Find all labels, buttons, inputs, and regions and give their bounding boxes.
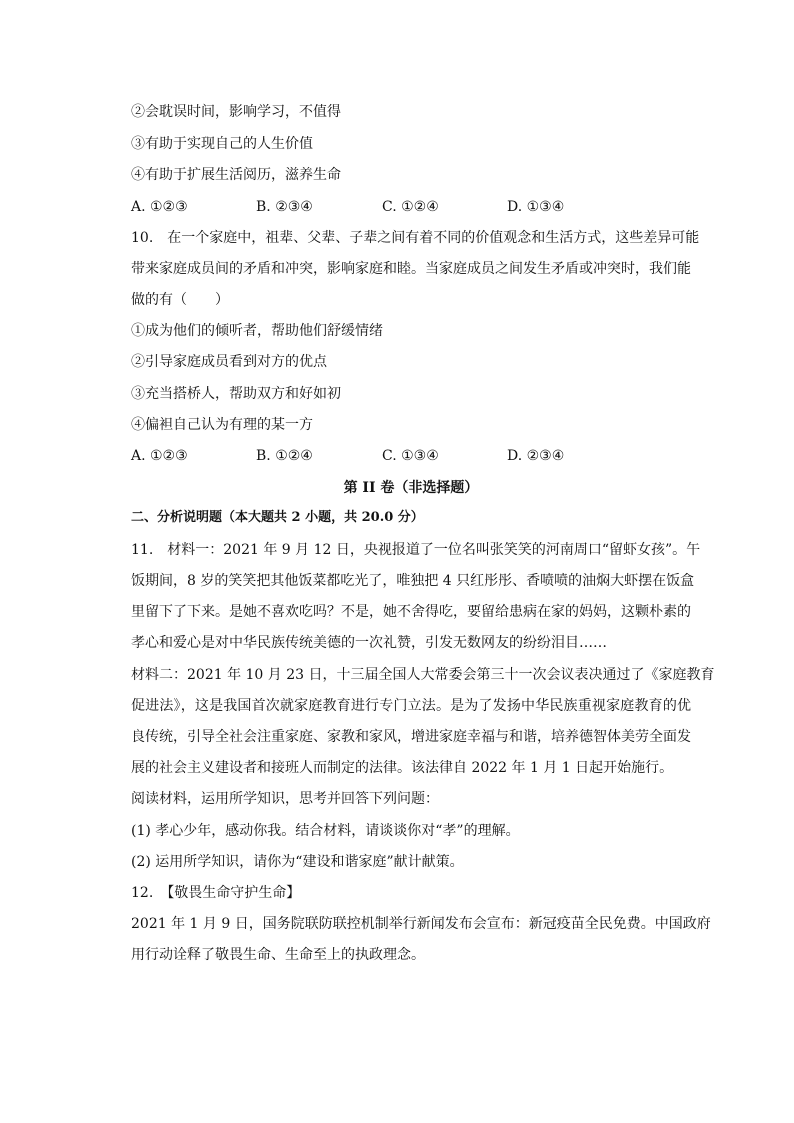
q11-m1-line-1: 11. 材料一：2021 年 9 月 12 日，央视报道了一位名叫张笑笑的河南周口“留虾女孩”。午 <box>131 542 701 558</box>
q9-option-d: D. ①③④ <box>507 199 565 215</box>
q11-m1-line-3: 里留下了下来。是她不喜欢吃吗？不是，她不舍得吃，要留给患病在家的妈妈，这颗朴素的 <box>131 604 691 620</box>
q9-item-3: ③有助于实现自己的人生价值 <box>131 136 313 152</box>
q10-item-2: ②引导家庭成员看到对方的优点 <box>131 354 327 370</box>
q11-m2-line-1: 材料二：2021 年 10 月 23 日，十三届全国人大常委会第三十一次会议表决通过了《家庭教育 <box>131 667 715 683</box>
q10-item-1: ①成为他们的倾听者，帮助他们舒缓情绪 <box>131 323 383 339</box>
q11-m1-line-2: 饭期间，8 岁的笑笑把其他饭菜都吃光了，唯独把 4 只红彤彤、香喷喷的油焖大虾摆在饭盒 <box>131 573 695 589</box>
q10-options <box>131 447 691 465</box>
q9-option-c: C. ①②④ <box>382 199 439 215</box>
q11-m2-line-3: 良传统，引导全社会注重家庭、家教和家风，增进家庭幸福与和谐，培养德智体美劳全面发 <box>131 729 691 745</box>
q11-m2-line-2: 促进法》，这是我国首次就家庭教育进行专门立法。是为了发扬中华民族重视家庭教育的优 <box>131 698 691 714</box>
section-heading: 二、分析说明题（本大题共 2 小题，共 20.0 分） <box>131 510 424 525</box>
q10-stem-line-2: 带来家庭成员间的矛盾和冲突，影响家庭和睦。当家庭成员之间发生矛盾或冲突时，我们能 <box>131 261 691 277</box>
q10-stem-line-3: 做的有（ ） <box>131 292 229 308</box>
q10-item-3: ③充当搭桥人，帮助双方和好如初 <box>131 386 341 402</box>
q9-item-4: ④有助于扩展生活阅历，滋养生命 <box>131 167 341 183</box>
q11-sub-1: (1) 孝心少年，感动你我。结合材料，请谈谈你对“孝”的理解。 <box>131 823 520 839</box>
q10-option-d: D. ②③④ <box>507 448 565 464</box>
q10-option-b: B. ①②④ <box>256 448 313 464</box>
q12-body-line-1: 2021 年 1 月 9 日，国务院联防联控机制举行新闻发布会宣布：新冠疫苗全民免费。中国政府 <box>131 916 711 932</box>
q10-item-4: ④偏袒自己认为有理的某一方 <box>131 417 313 433</box>
q10-stem-line-1: 10. 在一个家庭中，祖辈、父辈、子辈之间有着不同的价值观念和生活方式，这些差异可能 <box>131 230 700 246</box>
q11-prompt: 阅读材料，运用所学知识，思考并回答下列问题： <box>131 791 439 807</box>
q11-m1-line-4: 孝心和爱心是对中华民族传统美德的一次礼赞，引发无数网友的纷纷泪目…… <box>131 635 607 651</box>
q11-sub-2: (2) 运用所学知识，请你为“建设和谐家庭”献计献策。 <box>131 854 464 870</box>
q9-options <box>131 198 691 216</box>
section-title: 第 II 卷（非选择题） <box>343 480 479 496</box>
q9-option-a: A. ①②③ <box>131 199 188 215</box>
q12-body-line-2: 用行动诠释了敬畏生命、生命至上的执政理念。 <box>131 947 425 963</box>
q12-title: 12. 【敬畏生命守护生命】 <box>131 885 301 901</box>
q9-item-2: ②会耽误时间，影响学习，不值得 <box>131 104 341 120</box>
q11-m2-line-4: 展的社会主义建设者和接班人而制定的法律。该法律自 2022 年 1 月 1 日起开始施行。 <box>131 760 674 776</box>
q9-option-b: B. ②③④ <box>256 199 313 215</box>
q10-option-a: A. ①②③ <box>131 448 188 464</box>
q10-option-c: C. ①③④ <box>382 448 439 464</box>
